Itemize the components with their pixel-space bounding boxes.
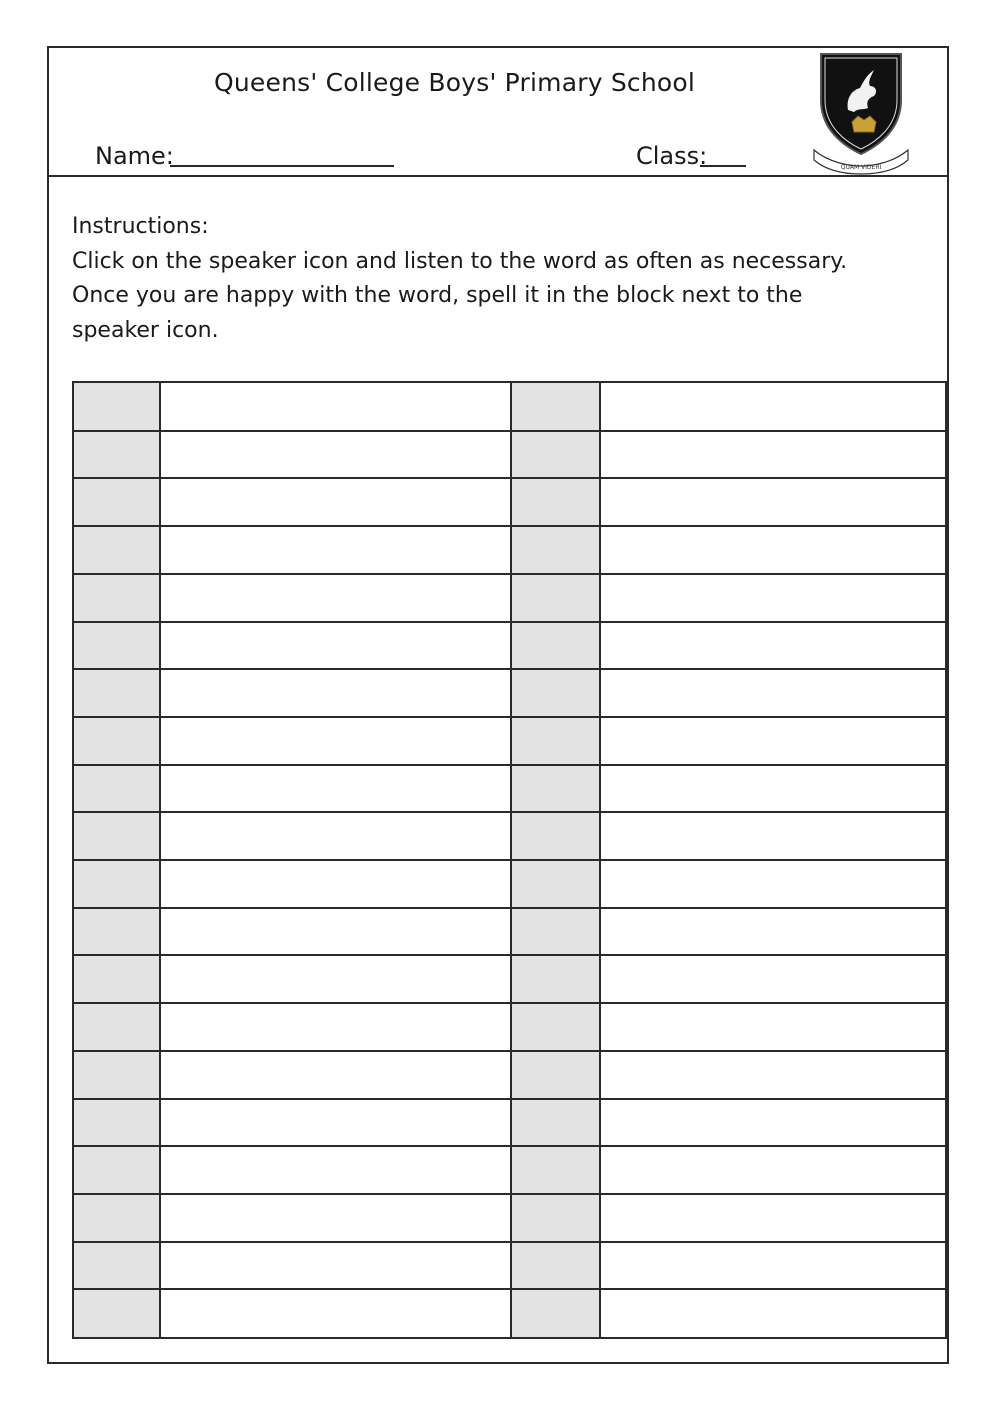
name-field-line[interactable] [170, 165, 394, 167]
spelling-answer-input[interactable] [159, 431, 512, 479]
spelling-answer-cell[interactable] [159, 1146, 512, 1194]
spelling-answer-input[interactable] [159, 1146, 512, 1194]
spelling-answer-grid [72, 381, 947, 1339]
spelling-answer-cell[interactable] [599, 1146, 945, 1194]
header-divider [47, 175, 949, 177]
spelling-answer-input[interactable] [599, 574, 945, 622]
speaker-icon-cell[interactable] [74, 1051, 159, 1099]
speaker-icon-cell[interactable] [512, 1003, 599, 1051]
spelling-answer-cell[interactable] [159, 1051, 512, 1099]
spelling-answer-cell[interactable] [599, 1289, 945, 1337]
spelling-answer-cell[interactable] [159, 908, 512, 956]
spelling-answer-input[interactable] [159, 860, 512, 908]
spelling-answer-cell[interactable] [159, 765, 512, 813]
spelling-answer-input[interactable] [159, 908, 512, 956]
spelling-answer-input[interactable] [159, 383, 512, 431]
spelling-answer-input[interactable] [599, 955, 945, 1003]
spelling-answer-input[interactable] [599, 812, 945, 860]
speaker-icon-cell[interactable] [74, 860, 159, 908]
spelling-answer-cell[interactable] [599, 717, 945, 765]
speaker-icon-cell[interactable] [74, 526, 159, 574]
spelling-answer-cell[interactable] [159, 1289, 512, 1337]
speaker-icon-cell[interactable] [512, 1099, 599, 1147]
spelling-answer-input[interactable] [159, 574, 512, 622]
spelling-answer-input[interactable] [159, 1289, 512, 1337]
spelling-answer-input[interactable] [599, 1242, 945, 1290]
instructions-line: Click on the speaker icon and listen to the word as often as necessary. [72, 248, 848, 274]
spelling-answer-cell[interactable] [159, 1003, 512, 1051]
spelling-answer-cell[interactable] [599, 1003, 945, 1051]
spelling-answer-input[interactable] [159, 765, 512, 813]
spelling-answer-cell[interactable] [159, 1194, 512, 1242]
spelling-answer-input[interactable] [159, 1242, 512, 1290]
spelling-answer-cell[interactable] [599, 526, 945, 574]
spelling-answer-cell[interactable] [159, 717, 512, 765]
instructions-block [72, 210, 932, 348]
speaker-icon-cell[interactable] [74, 812, 159, 860]
spelling-answer-cell[interactable] [599, 478, 945, 526]
spelling-answer-input[interactable] [599, 383, 945, 431]
speaker-icon-cell[interactable] [74, 574, 159, 622]
speaker-icon-cell[interactable] [512, 717, 599, 765]
class-field-line[interactable] [700, 165, 746, 167]
spelling-answer-input[interactable] [159, 1003, 512, 1051]
spelling-answer-input[interactable] [159, 622, 512, 670]
speaker-icon-cell[interactable] [512, 908, 599, 956]
spelling-answer-cell[interactable] [599, 669, 945, 717]
column-divider [159, 383, 161, 1337]
speaker-icon-cell[interactable] [74, 955, 159, 1003]
instructions-line: Once you are happy with the word, spell it in the block next to the [72, 283, 803, 308]
spelling-answer-cell[interactable] [599, 908, 945, 956]
instructions-heading: Instructions: [72, 214, 209, 239]
spelling-answer-input[interactable] [599, 1051, 945, 1099]
spelling-answer-cell[interactable] [599, 431, 945, 479]
spelling-answer-input[interactable] [599, 478, 945, 526]
spelling-answer-cell[interactable] [599, 574, 945, 622]
spelling-answer-cell[interactable] [159, 478, 512, 526]
name-label: Name: [95, 142, 174, 170]
speaker-icon-cell[interactable] [74, 908, 159, 956]
spelling-answer-input[interactable] [599, 622, 945, 670]
spelling-answer-input[interactable] [159, 1051, 512, 1099]
spelling-answer-cell[interactable] [159, 1099, 512, 1147]
spelling-answer-cell[interactable] [159, 1242, 512, 1290]
instructions-line: speaker icon. [72, 317, 219, 343]
spelling-answer-input[interactable] [599, 1289, 945, 1337]
spelling-answer-input[interactable] [159, 717, 512, 765]
spelling-answer-input[interactable] [159, 1194, 512, 1242]
speaker-icon-cell[interactable] [74, 622, 159, 670]
speaker-icon-cell[interactable] [512, 812, 599, 860]
spelling-answer-input[interactable] [159, 669, 512, 717]
speaker-icon-cell[interactable] [74, 1099, 159, 1147]
spelling-answer-cell[interactable] [599, 1194, 945, 1242]
spelling-answer-input[interactable] [599, 765, 945, 813]
spelling-answer-cell[interactable] [599, 1242, 945, 1290]
spelling-answer-input[interactable] [599, 1099, 945, 1147]
spelling-answer-input[interactable] [159, 1099, 512, 1147]
speaker-icon-cell[interactable] [512, 383, 599, 431]
speaker-icon-cell[interactable] [512, 1194, 599, 1242]
spelling-answer-input[interactable] [159, 478, 512, 526]
speaker-icon-cell[interactable] [74, 1003, 159, 1051]
speaker-icon-cell[interactable] [512, 955, 599, 1003]
crest-motto-text: QUAM VIDERI [840, 164, 882, 171]
spelling-answer-cell[interactable] [159, 383, 512, 431]
speaker-icon-cell[interactable] [512, 1289, 599, 1337]
spelling-answer-cell[interactable] [599, 1051, 945, 1099]
spelling-answer-input[interactable] [159, 526, 512, 574]
spelling-answer-cell[interactable] [159, 812, 512, 860]
speaker-icon-cell[interactable] [74, 717, 159, 765]
speaker-icon-cell[interactable] [512, 526, 599, 574]
spelling-answer-cell[interactable] [159, 431, 512, 479]
school-title: Queens' College Boys' Primary School [214, 68, 696, 97]
class-label: Class: [636, 142, 708, 170]
spelling-answer-cell[interactable] [599, 383, 945, 431]
spelling-answer-input[interactable] [599, 1003, 945, 1051]
school-crest-logo [808, 50, 914, 176]
speaker-icon-cell[interactable] [512, 574, 599, 622]
spelling-answer-cell[interactable] [599, 860, 945, 908]
speaker-icon-cell[interactable] [74, 765, 159, 813]
spelling-answer-cell[interactable] [599, 955, 945, 1003]
speaker-icon-cell[interactable] [74, 431, 159, 479]
spelling-answer-input[interactable] [599, 860, 945, 908]
spelling-answer-input[interactable] [599, 908, 945, 956]
speaker-icon-cell[interactable] [74, 1289, 159, 1337]
spelling-answer-cell[interactable] [159, 669, 512, 717]
spelling-answer-cell[interactable] [599, 622, 945, 670]
column-divider [510, 383, 512, 1337]
speaker-icon-cell[interactable] [512, 1146, 599, 1194]
spelling-answer-cell[interactable] [159, 622, 512, 670]
speaker-icon-cell[interactable] [74, 478, 159, 526]
spelling-answer-input[interactable] [599, 1194, 945, 1242]
spelling-answer-input[interactable] [599, 1146, 945, 1194]
spelling-answer-cell[interactable] [599, 812, 945, 860]
speaker-icon-cell[interactable] [74, 1242, 159, 1290]
spelling-answer-cell[interactable] [599, 765, 945, 813]
speaker-icon-cell[interactable] [512, 860, 599, 908]
speaker-icon-cell[interactable] [74, 1194, 159, 1242]
spelling-answer-cell[interactable] [159, 526, 512, 574]
spelling-answer-input[interactable] [159, 955, 512, 1003]
spelling-answer-cell[interactable] [159, 860, 512, 908]
speaker-icon-cell[interactable] [512, 478, 599, 526]
speaker-icon-cell[interactable] [512, 1242, 599, 1290]
speaker-icon-cell[interactable] [512, 1051, 599, 1099]
spelling-answer-input[interactable] [159, 812, 512, 860]
column-divider [599, 383, 601, 1337]
spelling-answer-cell[interactable] [599, 1099, 945, 1147]
spelling-answer-cell[interactable] [159, 574, 512, 622]
speaker-icon-cell[interactable] [512, 431, 599, 479]
speaker-icon-cell[interactable] [512, 622, 599, 670]
spelling-answer-cell[interactable] [159, 955, 512, 1003]
spelling-answer-input[interactable] [599, 431, 945, 479]
speaker-icon-cell[interactable] [74, 1146, 159, 1194]
speaker-icon-cell[interactable] [512, 669, 599, 717]
speaker-icon-cell[interactable] [74, 383, 159, 431]
spelling-answer-input[interactable] [599, 526, 945, 574]
speaker-icon-cell[interactable] [74, 669, 159, 717]
spelling-answer-input[interactable] [599, 669, 945, 717]
spelling-answer-input[interactable] [599, 717, 945, 765]
speaker-icon-cell[interactable] [512, 765, 599, 813]
